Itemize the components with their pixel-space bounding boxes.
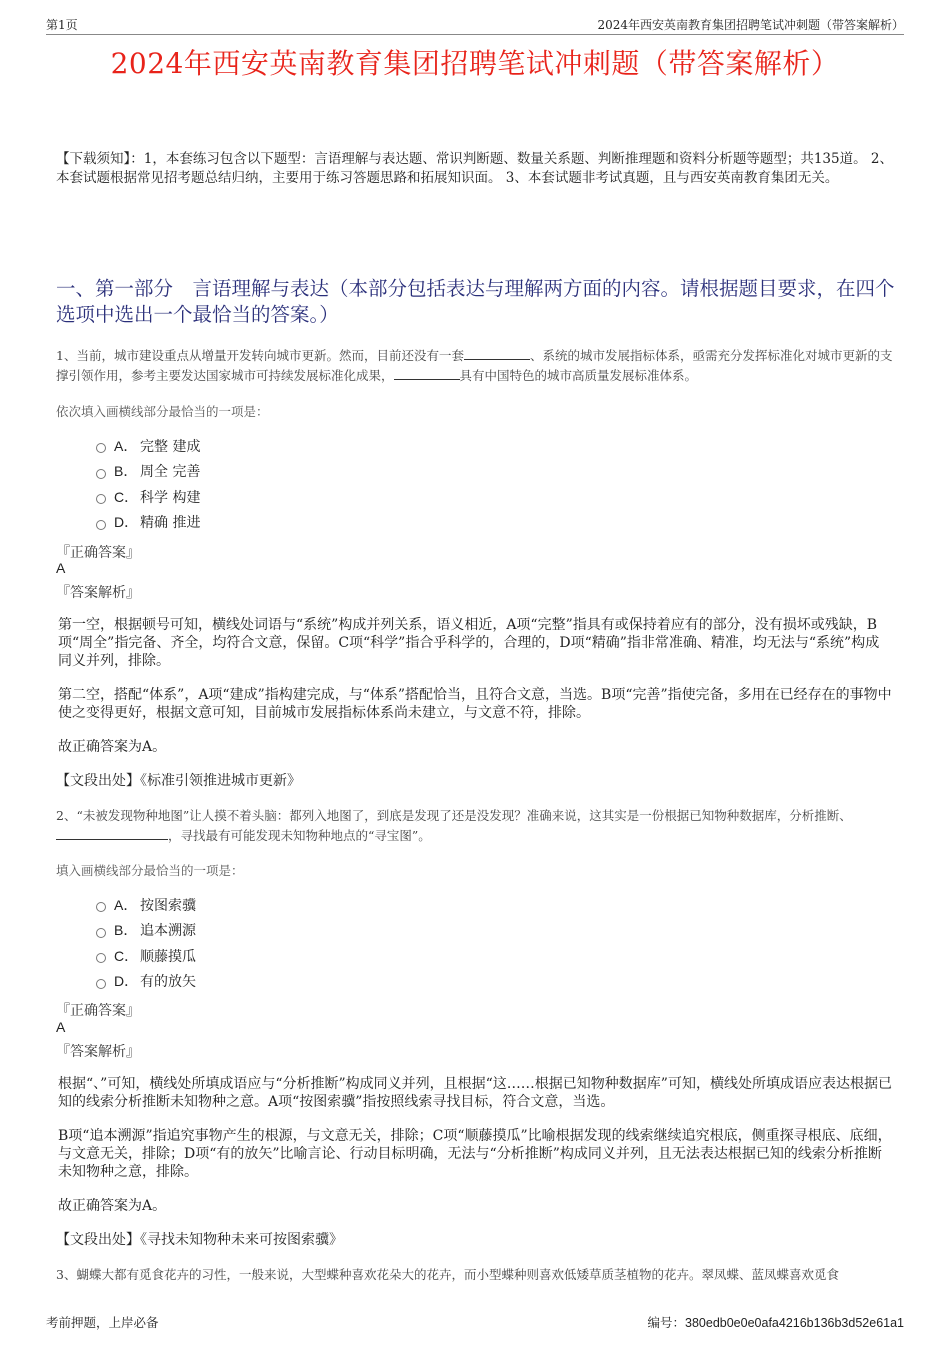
radio-icon[interactable] xyxy=(96,928,106,938)
radio-icon[interactable] xyxy=(96,953,106,963)
analysis-conclusion: 故正确答案为A。 xyxy=(58,1198,167,1214)
section-heading: 一、第一部分 言语理解与表达（本部分包括表达与理解两方面的内容。请根据题目要求，在四个选项中选出一个最恰当的答案。） xyxy=(56,277,895,326)
page-number: 第1页 xyxy=(46,18,78,32)
analysis-label: 『答案解析』 xyxy=(56,585,140,601)
footer-code: 编号：380edb0e0e0afa4216b136b3d52e61a1 xyxy=(647,1315,904,1330)
page-header xyxy=(46,14,904,35)
answer-blank xyxy=(464,347,530,360)
radio-icon[interactable] xyxy=(96,520,106,530)
question-2-options xyxy=(96,892,196,994)
question-1-options xyxy=(96,433,200,535)
option-d[interactable]: D． 有的放矢 xyxy=(96,969,196,995)
page-title: 2024年西安英南教育集团招聘笔试冲刺题（带答案解析） xyxy=(110,47,840,80)
radio-icon[interactable] xyxy=(96,902,106,912)
option-c[interactable]: C． 顺藤摸瓜 xyxy=(96,943,196,969)
radio-icon[interactable] xyxy=(96,443,106,453)
analysis-paragraph: 第二空，搭配“体系”，A项“建成”指构建完成，与“体系”搭配恰当，且符合文意，当选。B项“完善”指使完备，多用在已经存在的事物中使之变得更好，根据文意可知，目前城市发展指标体系尚未建立，与文意不符，排除。 xyxy=(58,687,892,721)
download-notice: 【下载须知】：1，本套练习包含以下题型：言语理解与表达题、常识判断题、数量关系题、判断推理题和资料分析题等题型；共135道。 2、本套试题根据常见招考题总结归纳，主要用于练习答题思路和拓展知识面。 3、本套试题非考试真题，且与西安英南教育集团无关。 xyxy=(56,151,893,186)
radio-icon[interactable] xyxy=(96,979,106,989)
analysis-paragraph: 根据“、”可知，横线处所填成语应与“分析推断”构成同义并列，且根据“这……根据已知物种数据库”可知，横线处所填成语应表达根据已知的线索分析推断未知物种之意。A项“按图索骥”指按照线索寻找目标，符合文意，当选。 xyxy=(58,1076,892,1110)
analysis-paragraph: B项“追本溯源”指追究事物产生的根源，与文意无关，排除；C项“顺藤摸瓜”比喻根据发现的线索继续追究根底，侧重探寻根底、底细，与文意无关，排除；D项“有的放矢”比喻言论、行动目标明确，无法与“分析推断”构成同义并列，且无法表达根据已知的线索分析推断未知物种之意，排除。 xyxy=(58,1128,892,1180)
option-b[interactable]: B． 追本溯源 xyxy=(96,918,196,944)
analysis-label: 『答案解析』 xyxy=(56,1044,140,1060)
option-d[interactable]: D． 精确 推进 xyxy=(96,510,200,536)
option-a[interactable]: A． 完整 建成 xyxy=(96,433,200,459)
question-3-stem: 3、蝴蝶大都有觅食花卉的习性，一般来说，大型蝶种喜欢花朵大的花卉，而小型蝶种则喜欢低矮草质茎植物的花卉。翠凤蝶、蓝凤蝶喜欢觅食 xyxy=(56,1267,839,1282)
footer-slogan: 考前押题，上岸必备 xyxy=(46,1315,159,1330)
answer-blank xyxy=(56,827,168,840)
answer-blank xyxy=(394,367,460,380)
question-1-stem: 1、当前，城市建设重点从增量开发转向城市更新。然而，目前还没有一套 、系统的城市发展指标体系，亟需充分发挥标准化对城市更新的支撑引领作用，参考主要发达国家城市可持续发展标准化成果， 具有中国特色的城市高质量发展标准体系。 xyxy=(56,348,893,383)
question-2-hint: 填入画横线部分最恰当的一项是： xyxy=(56,863,244,878)
correct-answer: A xyxy=(56,560,66,576)
correct-answer-label: 『正确答案』 xyxy=(56,545,140,561)
analysis-conclusion: 故正确答案为A。 xyxy=(58,739,167,755)
option-b[interactable]: B． 周全 完善 xyxy=(96,459,200,485)
option-c[interactable]: C． 科学 构建 xyxy=(96,484,200,510)
radio-icon[interactable] xyxy=(96,469,106,479)
question-2-stem: 2、“未被发现物种地图”让人摸不着头脑：都列入地图了，到底是发现了还是没发现？准确来说，这其实是一份根据已知物种数据库，分析推断、，寻找最有可能发现未知物种地点的“寻宝图”。 xyxy=(56,808,852,843)
header-doc-title: 2024年西安英南教育集团招聘笔试冲刺题（带答案解析） xyxy=(597,18,904,32)
text-source: 【文段出处】《标准引领推进城市更新》 xyxy=(56,773,301,789)
question-1-hint: 依次填入画横线部分最恰当的一项是： xyxy=(56,404,269,419)
correct-answer: A xyxy=(56,1019,66,1035)
text-source: 【文段出处】《寻找未知物种未来可按图索骥》 xyxy=(56,1232,343,1248)
radio-icon[interactable] xyxy=(96,494,106,504)
analysis-paragraph: 第一空，根据顿号可知，横线处词语与“系统”构成并列关系，语义相近，A项“完整”指具有或保持着应有的部分，没有损坏或残缺，B项“周全”指完备、齐全，均符合文意，保留。C项“科学”指合乎科学的，合理的，D项“精确”指非常准确、精准，均无法与“系统”构成同义并列，排除。 xyxy=(58,617,880,669)
correct-answer-label: 『正确答案』 xyxy=(56,1003,140,1019)
option-a[interactable]: A． 按图索骥 xyxy=(96,892,196,918)
